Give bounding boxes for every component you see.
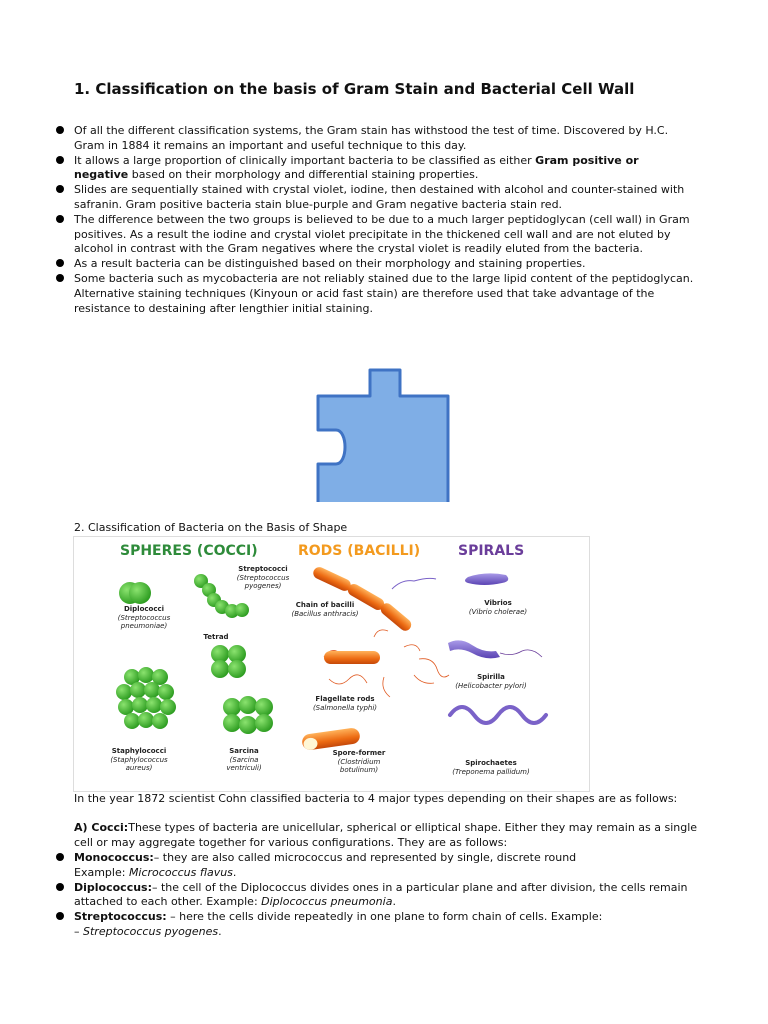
section-heading: 1. Classification on the basis of Gram Stain and Bacterial Cell Wall	[74, 80, 635, 98]
type-text: – the cell of the Diplococcus divides ones in a particular plane and after division, the cells remain attached to each other. Example:	[74, 880, 688, 909]
sarcina-label: Sarcina (Sarcina ventriculi)	[226, 747, 262, 772]
bullet-text: It allows a large proportion of clinically important bacteria to be classified as either	[74, 153, 536, 167]
example-species: Diplococcus pneumonia	[261, 895, 393, 909]
list-item	[54, 272, 694, 316]
diplococci-label: Diplococci (Streptococcus pneumoniae)	[117, 605, 171, 630]
bullet-text: based on their morphology and differential staining properties.	[128, 168, 479, 182]
cocci-types-list	[54, 851, 704, 940]
example-species: Streptococcus pyogenes	[83, 924, 219, 938]
flagellate-rods-label: Flagellate rods (Salmonella typhi)	[312, 695, 378, 712]
bullet-dot-icon	[56, 156, 64, 164]
chain-of-bacilli-label: Chain of bacilli (Bacillus anthracis)	[291, 601, 359, 618]
list-item	[54, 154, 694, 184]
bacilli-header: RODS (BACILLI)	[298, 543, 421, 559]
spirilla-cell	[448, 640, 542, 658]
bullet-dot-icon	[56, 912, 64, 920]
type-text: – they are also called micrococcus and represented by single, discrete round	[153, 851, 577, 864]
bullet-dot-icon	[56, 853, 64, 861]
bacteria-shapes-figure	[73, 536, 590, 792]
vibrios-label: Vibrios (Vibrio cholerae)	[468, 599, 528, 616]
type-name: Diplococcus:	[74, 880, 152, 894]
bullet-dot-icon	[56, 883, 64, 891]
list-item	[54, 183, 694, 213]
spirilla-label: Spirilla (Helicobacter pylori)	[455, 673, 527, 690]
example-label: Example:	[74, 865, 129, 879]
type-name: Monococcus:	[74, 851, 154, 864]
tetrad-label: Tetrad	[203, 633, 229, 641]
example-end: .	[392, 895, 396, 909]
example-species: Micrococcus flavus	[128, 865, 233, 879]
bullet-dot-icon	[56, 185, 64, 193]
staphylococci-label: Staphylococci (Staphylococcus aureus)	[110, 747, 168, 772]
figure-caption: 2. Classification of Bacteria on the Basis of Shape	[74, 521, 348, 534]
spore-former-cell	[301, 727, 361, 751]
bullet-dot-icon	[56, 274, 64, 282]
staphylococci-cluster	[116, 667, 176, 729]
tetrad-cell	[211, 645, 246, 678]
spirochaetes-label: Spirochaetes (Treponema pallidum)	[452, 759, 530, 776]
list-item	[54, 213, 694, 257]
bullet-text: Slides are sequentially stained with crystal violet, iodine, then destained with alcohol and counter-stained with safranin. Gram positive bacteria stain blue-purple and Gram negative bacteria stain red.	[74, 183, 685, 211]
bullet-text: Some bacteria such as mycobacteria are not reliably stained due to the large lipid content of the peptidoglycan. Alternative staining techniques (Kinyoun or acid fast stain) are therefore used that take advantage of the resistance to destaining after lengthier initial staining.	[74, 271, 694, 315]
spirals-header: SPIRALS	[458, 543, 525, 559]
streptococci-label: Streptococci (Streptococcus pyogenes)	[236, 565, 290, 590]
bullet-dot-icon	[56, 126, 64, 134]
list-item	[54, 851, 704, 881]
spore-former-label: Spore-former (Clostridium botulinum)	[332, 749, 386, 774]
bacilli-chain	[311, 565, 413, 633]
spirochaete-cell	[450, 707, 546, 723]
list-item	[54, 910, 704, 940]
list-item	[54, 124, 694, 154]
flagellate-rod-cell	[324, 651, 380, 664]
bullet-text: As a result bacteria can be distinguished based on their morphology and staining properties.	[74, 257, 586, 271]
example-end: .	[218, 924, 222, 938]
list-item	[54, 881, 704, 911]
cocci-text: These types of bacteria are unicellular, spherical or elliptical shape. Either they may remain as a single cell or may aggregate together for various configurations. They are as follows:	[74, 821, 698, 849]
bullet-text: Of all the different classification systems, the Gram stain has withstood the test of time. Discovered by H.C. Gram in 1884 it remains an important and useful technique to this day.	[74, 124, 669, 152]
bullet-bold-text: Gram positive or negative	[74, 153, 639, 182]
type-name: Streptococcus:	[74, 910, 167, 924]
cocci-paragraph	[74, 821, 704, 851]
cocci-header: SPHERES (COCCI)	[120, 543, 258, 559]
sarcina-cell	[223, 696, 273, 734]
vibrio-cell	[392, 573, 508, 589]
list-item	[54, 257, 694, 272]
type-text: – here the cells divide repeatedly in one plane to form chain of cells. Example:	[166, 910, 603, 924]
diplococci-cell	[119, 582, 151, 604]
cocci-label: A) Cocci:	[74, 821, 129, 834]
example-end: .	[232, 865, 237, 879]
example-label: –	[74, 924, 83, 938]
bullet-dot-icon	[56, 215, 64, 223]
bullet-text: The difference between the two groups is believed to be due to a much larger peptidoglycan (cell wall) in Gram positives. As a result the iodine and crystal violet precipitate in the thickened cell wall and are not eluted by alcohol in contrast with the Gram negatives where the crystal violet is readily eluted from the bacteria.	[74, 212, 690, 256]
puzzle-piece-icon	[314, 364, 452, 502]
bullet-dot-icon	[56, 259, 64, 267]
intro-paragraph: In the year 1872 scientist Cohn classified bacteria to 4 major types depending on their shapes are as follows:	[74, 792, 678, 805]
gram-stain-bullet-list	[54, 124, 694, 316]
